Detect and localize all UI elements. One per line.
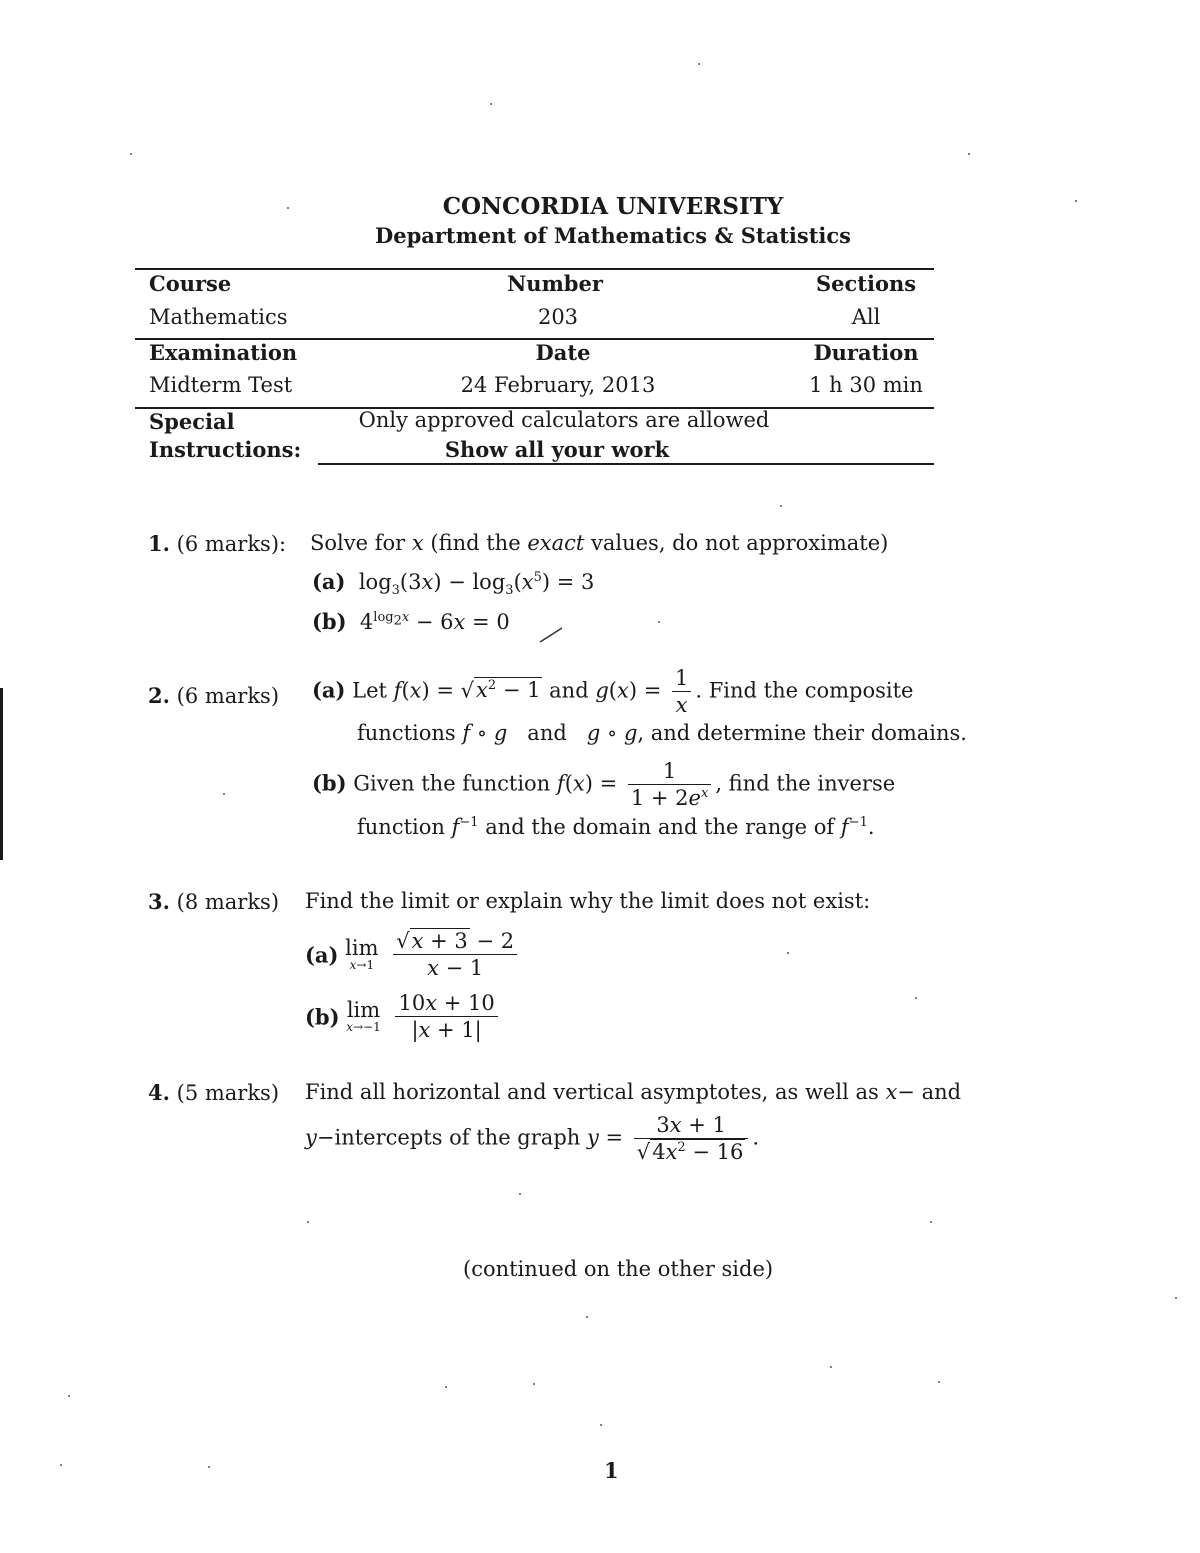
scan-speck xyxy=(307,1221,309,1223)
scan-speck xyxy=(938,1381,940,1383)
question-marks: (8 marks) xyxy=(176,890,280,914)
question-3-prompt: Find the limit or explain why the limit does not exist: xyxy=(305,889,871,913)
scan-speck xyxy=(830,1366,832,1368)
sections-value: All xyxy=(851,305,881,329)
scan-speck xyxy=(287,207,289,209)
scan-speck xyxy=(780,505,782,507)
scan-edge-line xyxy=(0,688,3,860)
question-number: 2. xyxy=(148,683,170,708)
scan-speck xyxy=(915,997,917,999)
date-label: Date xyxy=(535,340,591,365)
table-top-rule xyxy=(135,268,934,270)
scan-speck xyxy=(490,103,492,105)
scan-speck xyxy=(68,1395,70,1397)
page-number: 1 xyxy=(604,1458,619,1483)
scan-speck xyxy=(1175,1297,1177,1299)
scan-speck xyxy=(787,952,789,954)
question-4-line1: Find all horizontal and vertical asymptotes, as well as x− and xyxy=(305,1080,962,1104)
instruction-show-work: Show all your work xyxy=(444,437,670,462)
duration-value: 1 h 30 min xyxy=(809,373,923,397)
question-marks: (6 marks) xyxy=(176,684,280,708)
instructions-label: Instructions: xyxy=(149,437,302,462)
university-title: CONCORDIA UNIVERSITY xyxy=(442,193,784,220)
scan-speck xyxy=(968,153,970,155)
scan-speck xyxy=(445,1386,447,1388)
number-label: Number xyxy=(507,271,603,296)
department-title: Department of Mathematics & Statistics xyxy=(375,223,851,248)
scan-speck xyxy=(586,1316,588,1318)
scan-speck xyxy=(519,1193,521,1195)
question-4-line2: y−intercepts of the graph y = $\frac{3x + 1}{√4x^2 - 16}$ . xyxy=(305,1113,760,1165)
scan-speck xyxy=(698,63,700,65)
question-3-part-a: (a) lim x→1 $\frac{√x + 3 - 2}{x - 1}$ xyxy=(305,928,521,982)
scan-speck xyxy=(208,1466,210,1468)
scan-speck xyxy=(130,153,132,155)
course-value: Mathematics xyxy=(149,305,288,329)
duration-label: Duration xyxy=(813,340,919,365)
scan-speck xyxy=(60,1464,62,1466)
question-number: 3. xyxy=(148,889,170,914)
scan-speck xyxy=(930,1221,932,1223)
question-number: 1. xyxy=(148,531,170,556)
question-number: 4. xyxy=(148,1080,170,1105)
question-2-part-b-line1: (b) Given the function f(x) = $\frac{1}{1 + 2e^x}$ , find the inverse xyxy=(312,759,896,811)
question-2-part-a-line2: functions f ∘ g and g ∘ g, and determine their domains. xyxy=(357,721,967,745)
examination-value: Midterm Test xyxy=(149,373,293,397)
scan-speck xyxy=(658,621,660,623)
table-bottom-rule xyxy=(318,463,934,465)
course-label: Course xyxy=(149,271,232,296)
scan-speck xyxy=(1075,200,1077,202)
examination-label: Examination xyxy=(149,340,298,365)
question-marks: (6 marks): xyxy=(176,532,287,556)
question-1-prompt: Solve for x (find the exact values, do not approximate) xyxy=(310,531,889,555)
sections-label: Sections xyxy=(815,271,917,296)
pen-stroke-mark xyxy=(538,626,564,644)
number-value: 203 xyxy=(537,305,579,329)
question-3-part-b: (b) lim x→−1 $\frac{10x + 10}{|x + 1|}$ xyxy=(305,990,502,1044)
scan-speck xyxy=(600,1424,602,1426)
special-label: Special xyxy=(149,409,235,434)
question-marks: (5 marks) xyxy=(176,1081,280,1105)
question-2-part-a-line1: (a) Let $f(x) = √x^2 - 1$ and g(x) = $\frac{1}{x}$ . Find the composite xyxy=(312,666,914,718)
continued-note: (continued on the other side) xyxy=(463,1257,774,1281)
question-1-part-b: (b) $4^{log_2x} - 6x = 0$ xyxy=(312,609,510,634)
scan-speck xyxy=(533,1383,535,1385)
date-value: 24 February, 2013 xyxy=(460,373,656,397)
instruction-calculators: Only approved calculators are allowed xyxy=(358,408,770,432)
scan-speck xyxy=(223,793,225,795)
question-1-part-a: (a) $\log_3(3x) - \log_3(x^5) = 3$ xyxy=(312,569,595,599)
question-2-part-b-line2: function $f^{-1}$ and the domain and the range of $f^{-1}$. xyxy=(357,815,875,839)
